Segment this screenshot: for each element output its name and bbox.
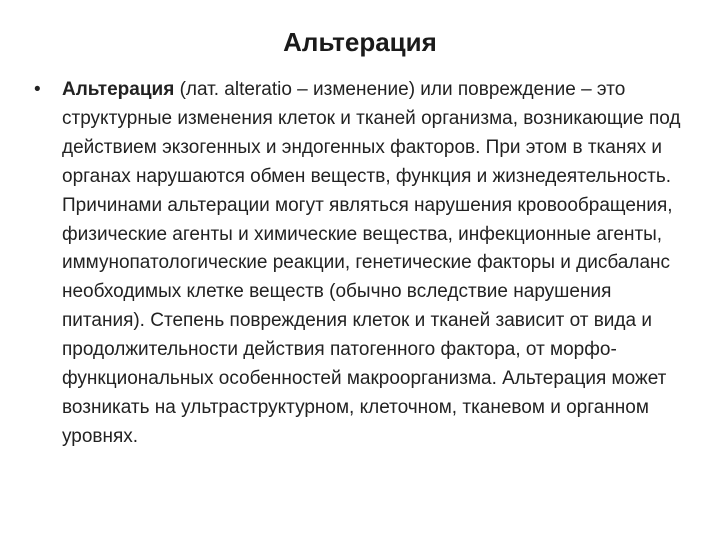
bullet-term: Альтерация <box>62 79 175 100</box>
bullet-item <box>34 76 694 452</box>
slide-body <box>34 76 694 452</box>
bullet-text: (лат. alteratio – изменение) или повреждение – это структурные изменения клеток и тканей организма, возникающие под действием экзогенных и эндогенных факторов. При этом в тканях и органах нарушаются обмен веществ, функция и жизнедеятельность. Причинами альтерации могут являться нарушения кровообращения, физические агенты и химические вещества, инфекционные агенты, иммунопатологические реакции, генетические факторы и дисбаланс необходимых клетке веществ (обычно вследствие нарушения питания). Степень повреждения клеток и тканей зависит от вида и продолжительности действия патогенного фактора, от морфо-функциональных особенностей макроорганизма. Альтерация может возникать на ультраструктурном, клеточном, тканевом и органном уровнях. <box>62 79 681 447</box>
slide-title: Альтерация <box>283 27 437 57</box>
bullet-marker: • <box>34 79 41 100</box>
